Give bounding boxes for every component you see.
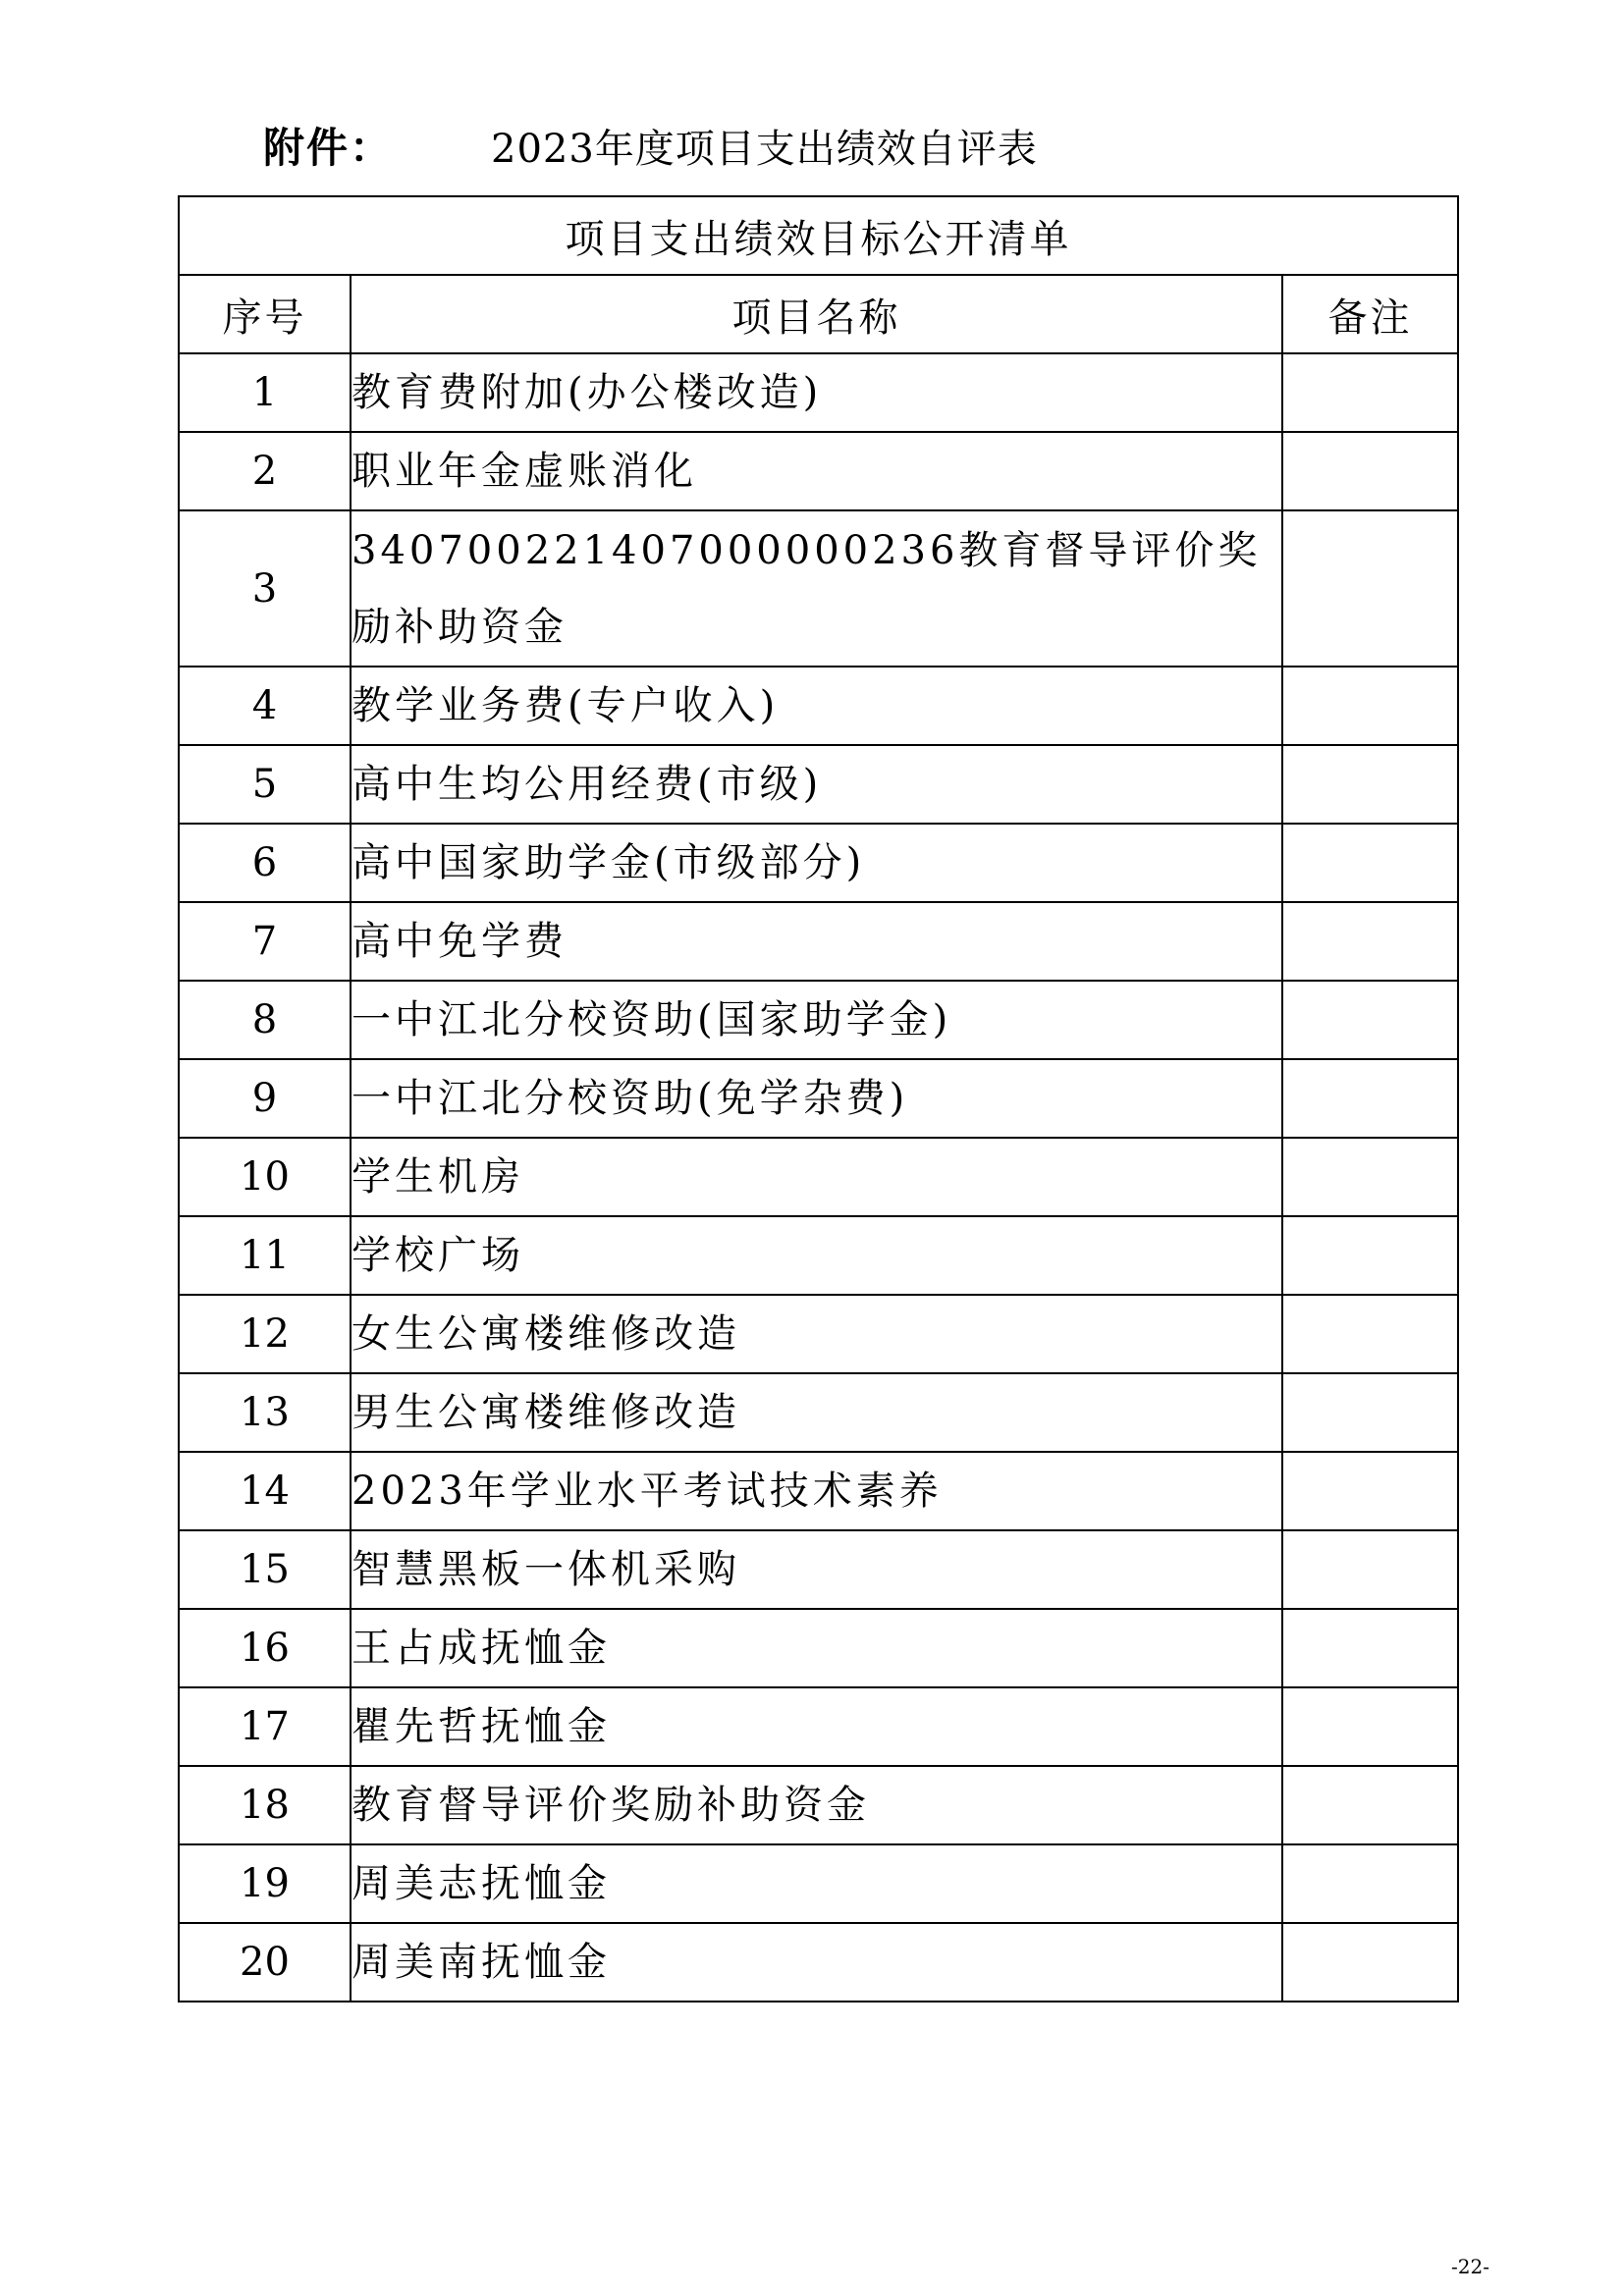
table-row [179, 667, 1458, 745]
row-note [1282, 1216, 1458, 1295]
row-index: 12 [179, 1295, 351, 1373]
table-row [179, 510, 1458, 667]
row-index: 1 [179, 353, 351, 432]
table-row [179, 1059, 1458, 1138]
row-note [1282, 981, 1458, 1059]
project-list-table [178, 195, 1459, 2002]
table-row [179, 1844, 1458, 1923]
row-project-name: 一中江北分校资助(国家助学金) [351, 981, 1282, 1059]
row-note [1282, 1687, 1458, 1766]
row-note [1282, 510, 1458, 667]
table-row [179, 1295, 1458, 1373]
row-note [1282, 1452, 1458, 1530]
row-index: 14 [179, 1452, 351, 1530]
row-project-name: 周美南抚恤金 [351, 1923, 1282, 2002]
row-index: 17 [179, 1687, 351, 1766]
row-project-name: 王占成抚恤金 [351, 1609, 1282, 1687]
row-index: 6 [179, 824, 351, 902]
page-number: -22- [1451, 2255, 1489, 2278]
column-header-name: 项目名称 [351, 275, 1282, 353]
row-index: 8 [179, 981, 351, 1059]
column-header-note: 备注 [1282, 275, 1458, 353]
row-project-name: 2023年学业水平考试技术素养 [351, 1452, 1282, 1530]
table-caption: 项目支出绩效目标公开清单 [179, 196, 1458, 275]
table-row [179, 1216, 1458, 1295]
row-index: 18 [179, 1766, 351, 1844]
row-index: 13 [179, 1373, 351, 1452]
row-project-name: 高中免学费 [351, 902, 1282, 981]
row-project-name: 周美志抚恤金 [351, 1844, 1282, 1923]
table-header-row [179, 275, 1458, 353]
row-project-name: 一中江北分校资助(免学杂费) [351, 1059, 1282, 1138]
row-note [1282, 353, 1458, 432]
row-project-name: 高中生均公用经费(市级) [351, 745, 1282, 824]
row-note [1282, 1059, 1458, 1138]
row-note [1282, 1609, 1458, 1687]
row-index: 16 [179, 1609, 351, 1687]
row-index: 10 [179, 1138, 351, 1216]
row-project-name: 教育督导评价奖励补助资金 [351, 1766, 1282, 1844]
document-heading [263, 116, 1038, 175]
attachment-label: 附件： [263, 124, 394, 172]
row-project-name: 女生公寓楼维修改造 [351, 1295, 1282, 1373]
row-project-name: 瞿先哲抚恤金 [351, 1687, 1282, 1766]
table-row [179, 1530, 1458, 1609]
table-row [179, 1766, 1458, 1844]
row-index: 5 [179, 745, 351, 824]
table-row [179, 1923, 1458, 2002]
table-row [179, 745, 1458, 824]
row-note [1282, 1766, 1458, 1844]
row-project-name: 教育费附加(办公楼改造) [351, 353, 1282, 432]
row-index: 7 [179, 902, 351, 981]
row-project-name: 340700221407000000236教育督导评价奖励补助资金 [351, 510, 1282, 667]
row-project-name: 高中国家助学金(市级部分) [351, 824, 1282, 902]
document-title: 2023年度项目支出绩效自评表 [491, 126, 1038, 172]
table-row [179, 902, 1458, 981]
row-project-name: 学生机房 [351, 1138, 1282, 1216]
row-project-name: 职业年金虚账消化 [351, 432, 1282, 510]
row-index: 2 [179, 432, 351, 510]
table-row [179, 1452, 1458, 1530]
row-note [1282, 1530, 1458, 1609]
table-row [179, 1138, 1458, 1216]
row-note [1282, 1295, 1458, 1373]
row-index: 19 [179, 1844, 351, 1923]
table-row [179, 432, 1458, 510]
table-caption-row [179, 196, 1458, 275]
table-row [179, 1373, 1458, 1452]
row-index: 4 [179, 667, 351, 745]
row-index: 15 [179, 1530, 351, 1609]
table-row [179, 824, 1458, 902]
row-note [1282, 824, 1458, 902]
table-row [179, 353, 1458, 432]
row-note [1282, 745, 1458, 824]
row-note [1282, 1373, 1458, 1452]
column-header-index: 序号 [179, 275, 351, 353]
table-row [179, 1609, 1458, 1687]
row-note [1282, 1138, 1458, 1216]
row-index: 11 [179, 1216, 351, 1295]
row-note [1282, 1844, 1458, 1923]
row-project-name: 智慧黑板一体机采购 [351, 1530, 1282, 1609]
row-note [1282, 667, 1458, 745]
row-note [1282, 432, 1458, 510]
row-project-name: 男生公寓楼维修改造 [351, 1373, 1282, 1452]
table-row [179, 981, 1458, 1059]
row-index: 3 [179, 510, 351, 667]
table-row [179, 1687, 1458, 1766]
row-index: 9 [179, 1059, 351, 1138]
row-note [1282, 1923, 1458, 2002]
row-index: 20 [179, 1923, 351, 2002]
row-project-name: 学校广场 [351, 1216, 1282, 1295]
row-project-name: 教学业务费(专户收入) [351, 667, 1282, 745]
row-note [1282, 902, 1458, 981]
